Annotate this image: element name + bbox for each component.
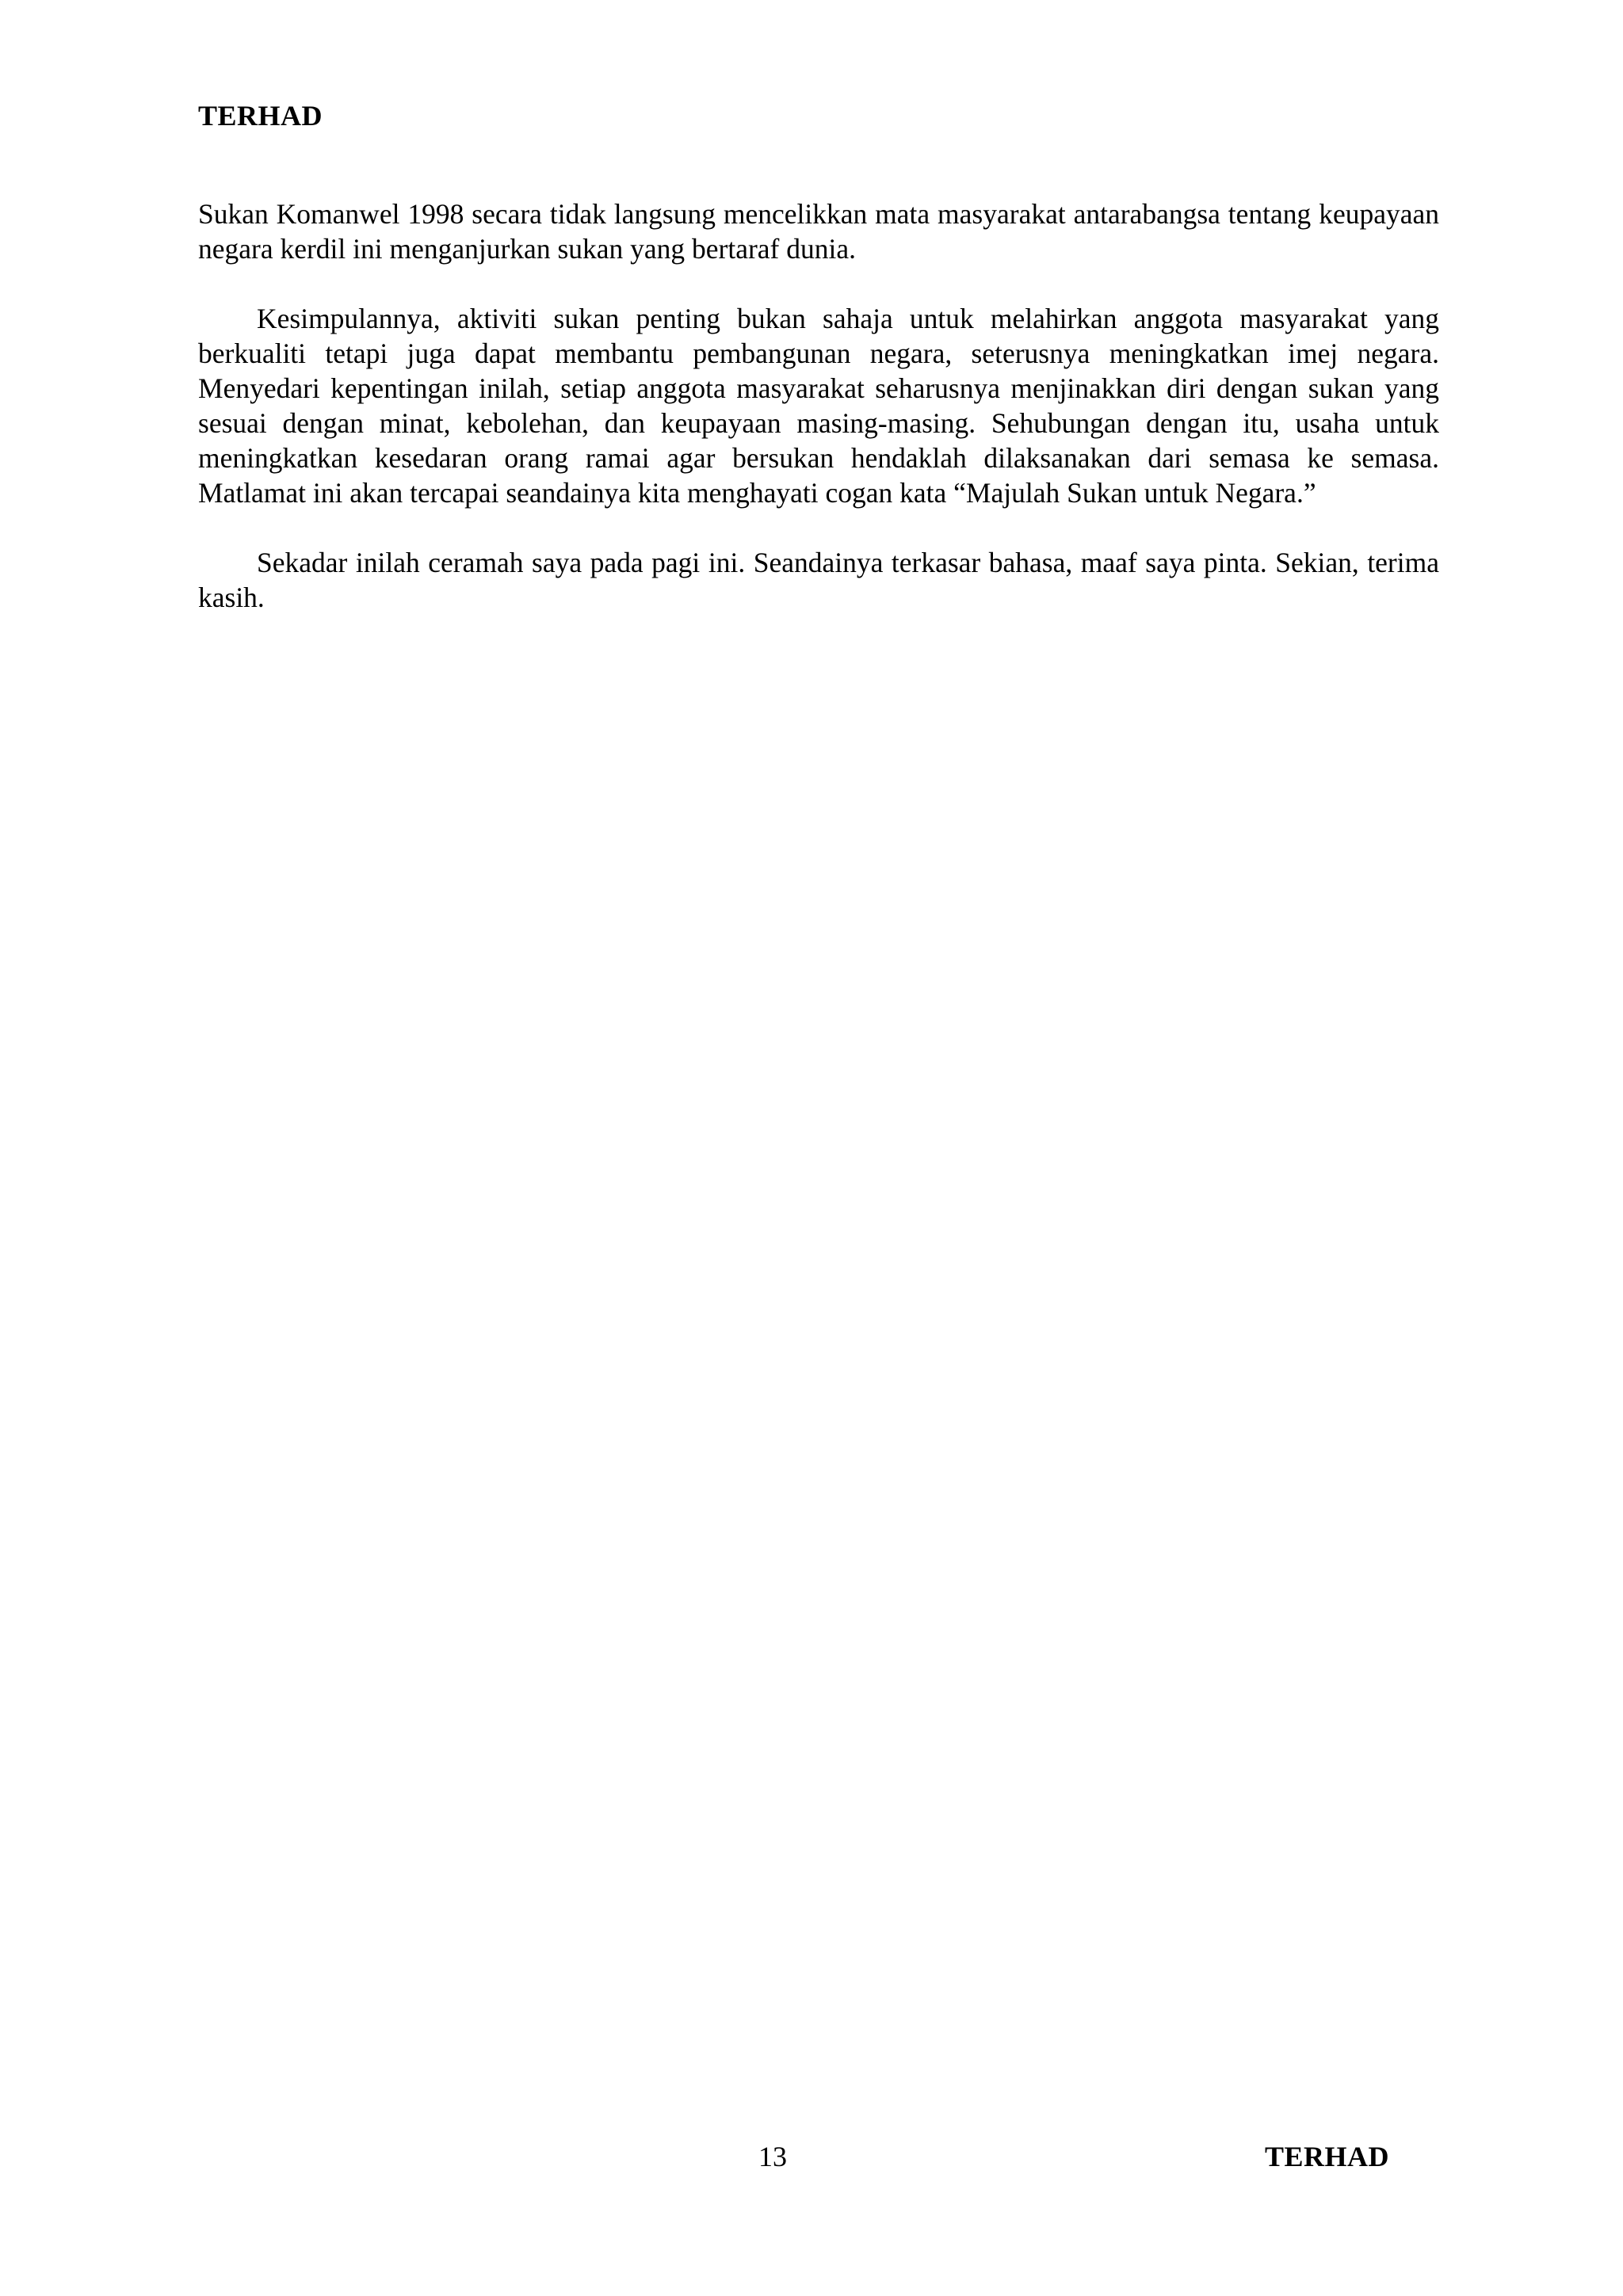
page-number: 13 (758, 2141, 787, 2172)
footer-classification: TERHAD (1265, 2141, 1390, 2172)
document-body (198, 196, 1439, 650)
header-classification: TERHAD (198, 100, 323, 132)
paragraph-1: Sukan Komanwel 1998 secara tidak langsung mencelikkan mata masyarakat antarabangsa tentang keupayaan negara kerdil ini menganjurkan sukan yang bertaraf dunia. (198, 198, 1439, 265)
paragraph-2: Kesimpulannya, aktiviti sukan penting bukan sahaja untuk melahirkan anggota masyarakat yang berkualiti tetapi juga dapat membantu pembangunan negara, seterusnya meningkatkan imej negara. Menyedari kepentingan inilah, setiap anggota masyarakat seharusnya menjinakkan diri dengan sukan yang sesuai dengan minat, kebolehan, dan keupayaan masing-masing. Sehubungan dengan itu, usaha untuk meningkatkan kesedaran orang ramai agar bersukan hendaklah dilaksanakan dari semasa ke semasa. Matlamat ini akan tercapai seandainya kita menghayati cogan kata “Majulah Sukan untuk Negara.” (198, 303, 1439, 509)
paragraph-3: Sekadar inilah ceramah saya pada pagi ini. Seandainya terkasar bahasa, maaf saya pinta. Sekian, terima kasih. (198, 547, 1439, 613)
